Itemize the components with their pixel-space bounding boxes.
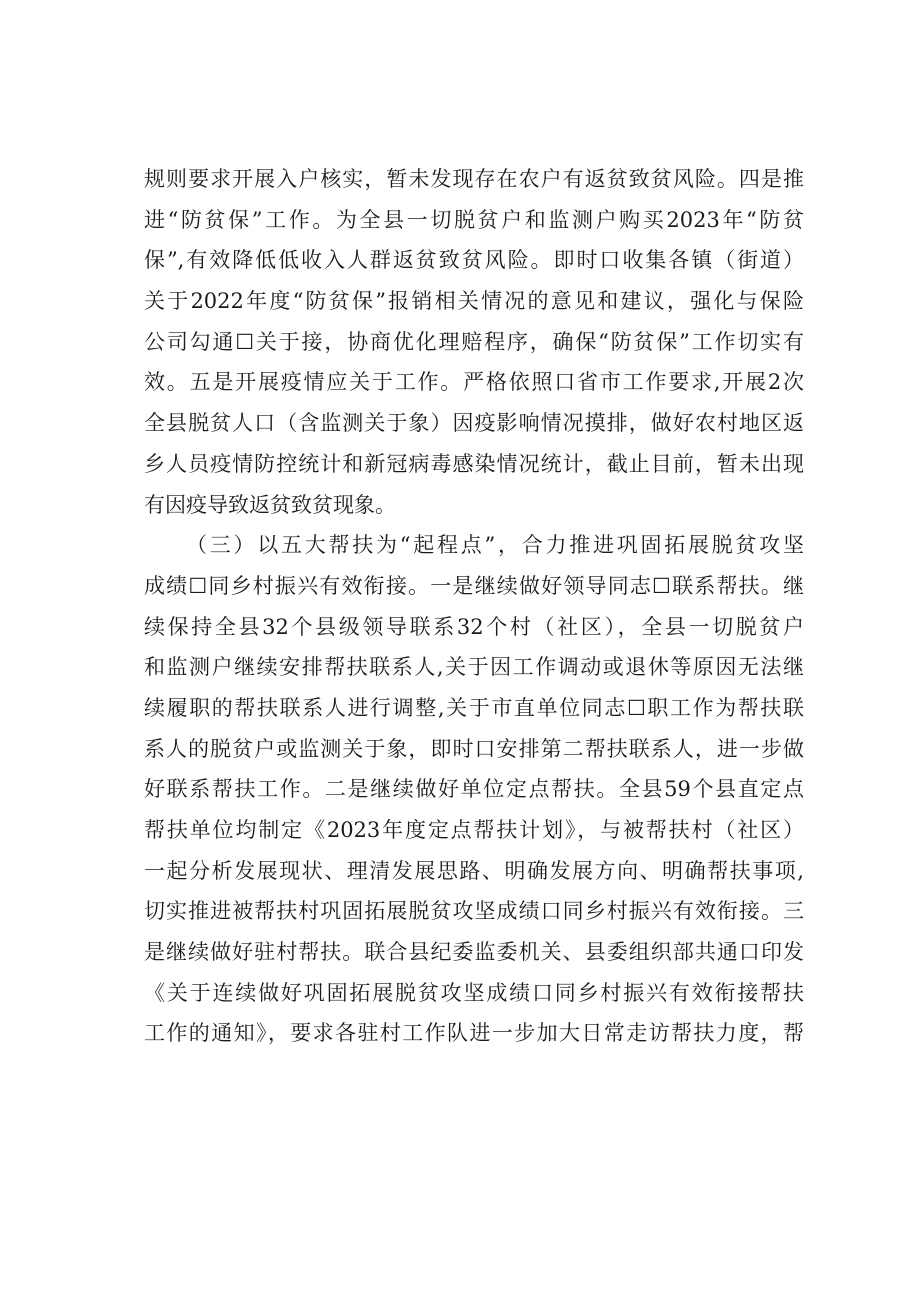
body-text	[144, 159, 804, 1054]
text-line: 保”,有效降低低收入人群返贫致贫风险。即时口收集各镇（街道）	[144, 248, 804, 273]
text-line: 帮扶单位均制定《2023年度定点帮扶计划》，与被帮扶村（社区）	[144, 818, 804, 842]
text-line: 成绩☐同乡村振兴有效衔接。一是继续做好领导同志☐联系帮扶。继	[144, 573, 804, 598]
text-line: 全县脱贫人口（含监测关于象）因疫影响情况摸排，做好农村地区返	[144, 411, 804, 436]
text-line: 好联系帮扶工作。二是继续做好单位定点帮扶。全县59个县直定点	[144, 777, 804, 802]
text-line: 效。五是开展疫情应关于工作。严格依照口省市工作要求,开展2次	[144, 370, 804, 395]
text-line: 公司勾通☐关于接，协商优化理赔程序，确保“防贫保”工作切实有	[144, 329, 804, 354]
text-line: 续履职的帮扶联系人进行调整,关于市直单位同志☐职工作为帮扶联	[144, 695, 804, 720]
text-line: 规则要求开展入户核实，暂未发现存在农户有返贫致贫风险。四是推	[144, 167, 804, 191]
text-line: 乡人员疫情防控统计和新冠病毒感染情况统计，截止目前，暂未出现	[144, 451, 804, 476]
text-line: 工作的通知》，要求各驻村工作队进一步加大日常走访帮扶力度，帮	[144, 1021, 804, 1046]
text-line: 一起分析发展现状、理清发展思路、明确发展方向、明确帮扶事项,	[144, 858, 804, 883]
paragraph-end-line: 有因疫导致返贫致贫现象。	[144, 492, 396, 517]
paragraph-start-line: （三）以五大帮扶为“起程点”，合力推进巩固拓展脱贫攻坚	[186, 533, 804, 558]
text-line: 关于2022年度“防贫保”报销相关情况的意见和建议，强化与保险	[144, 289, 804, 314]
text-line: 和监测户继续安排帮扶联系人,关于因工作调动或退休等原因无法继	[144, 655, 804, 680]
text-line: 续保持全县32个县级领导联系32个村（社区），全县一切脱贫户	[144, 614, 804, 639]
text-line: 是继续做好驻村帮扶。联合县纪委监委机关、县委组织部共通口印发	[144, 940, 804, 965]
text-line: 系人的脱贫户或监测关于象，即时口安排第二帮扶联系人，进一步做	[144, 736, 804, 761]
text-line: 切实推进被帮扶村巩固拓展脱贫攻坚成绩口同乡村振兴有效衔接。三	[144, 899, 804, 924]
text-line: 《关于连续做好巩固拓展脱贫攻坚成绩口同乡村振兴有效衔接帮扶	[144, 980, 804, 1005]
text-line: 进“防贫保”工作。为全县一切脱贫户和监测户购买2023年“防贫	[144, 207, 804, 232]
